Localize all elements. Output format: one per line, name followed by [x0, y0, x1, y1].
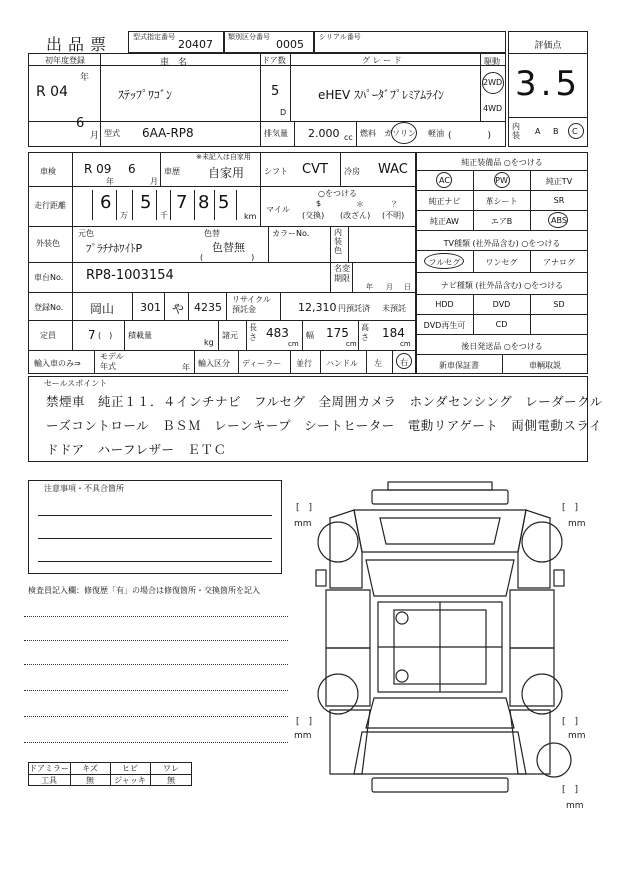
first-reg-month-unit: 月	[90, 131, 100, 141]
reg-label: 登録No.	[34, 303, 64, 312]
history-note: ※未記入は自家用	[196, 153, 251, 161]
meter-note: ○をつける	[318, 189, 357, 198]
model-cert-label: 型式指定番号	[133, 33, 175, 41]
inspection-year-unit: 年	[106, 177, 114, 186]
interior-c: C	[572, 127, 578, 136]
capacity-paren: ( )	[98, 331, 113, 340]
color-change-label: 色替	[204, 229, 220, 238]
grade: eHEV ｽﾊﾟｰﾀﾞﾌﾟﾚﾐｱﾑﾗｲﾝ	[318, 88, 445, 102]
doors: 5	[271, 84, 280, 99]
notes-box	[28, 480, 282, 574]
first-reg-year-unit: 年	[80, 73, 90, 83]
navi-item-sd: SD	[553, 300, 565, 309]
model-year-unit: 年	[182, 363, 190, 372]
dealer: ディーラー	[242, 359, 282, 368]
aircon: WAC	[378, 162, 408, 177]
width: 175	[326, 326, 349, 340]
interior-color-label: 内装色	[334, 228, 342, 255]
model-label: 型式	[104, 129, 120, 138]
car-name: ｽﾃｯﾌﾟﾜｺﾞﾝ	[118, 88, 173, 102]
car-name-label: 車 名	[160, 58, 188, 68]
legend-header-break: ワレ	[163, 764, 179, 773]
score-value: 3.5	[514, 64, 582, 104]
mileage-label: 走行距離	[34, 201, 66, 210]
aircon-label: 冷房	[344, 167, 360, 176]
navi-header: ナビ種類 (社外品含む) ○をつける	[440, 281, 564, 290]
inspection-era: R 09	[84, 162, 112, 176]
navi-item-dvdplay: DVD再生可	[423, 321, 466, 330]
mm-label-rear-right: mm	[568, 731, 586, 741]
first-reg-era: R 04	[36, 84, 68, 100]
equip-item-pw: PW	[495, 176, 508, 185]
displacement: 2.000	[308, 127, 340, 140]
recycle-status: 円預託済	[338, 304, 370, 313]
sales-label: セールスポイント	[44, 379, 108, 388]
mileage-sen: 千	[160, 211, 168, 220]
displacement-label: 排気量	[264, 129, 288, 138]
orig-color-label: 元色	[78, 229, 94, 238]
equipment-header: 純正装備品 ○をつける	[461, 158, 543, 167]
grade-label: グ レ ー ド	[362, 56, 402, 65]
import-label: 輸入車のみ⇒	[34, 359, 81, 368]
cc-unit: cc	[344, 133, 353, 142]
height-cm: cm	[400, 340, 411, 348]
mileage-d5: 5	[218, 192, 230, 213]
door-label: ドア数	[262, 56, 286, 65]
interior-label: 内装	[512, 122, 520, 140]
mileage-man: 万	[120, 211, 128, 220]
legend-header-crack: ヒビ	[122, 764, 138, 773]
equip-item-airbag: エアB	[490, 217, 513, 226]
equip-item-ac: AC	[439, 176, 450, 185]
legend-header-scratch: キズ	[82, 764, 98, 773]
later-item-manual: 車輌取説	[529, 361, 561, 370]
meter-unknown: (不明)	[382, 211, 405, 220]
reg-kana: や	[172, 302, 185, 316]
reg-num: 4235	[194, 301, 222, 314]
drive-2wd: 2WD	[483, 78, 503, 87]
class-label: 類別区分番号	[228, 33, 270, 41]
equip-item-sr: SR	[553, 196, 565, 205]
model-cert-no: 20407	[178, 38, 213, 51]
dims-label: 諸元	[222, 331, 238, 340]
mm-label-front-left-bracket: [ ]	[296, 503, 313, 513]
recycle-label: リサイクル預託金	[232, 295, 271, 314]
navi-item-cd: CD	[495, 320, 508, 329]
capacity: 7	[88, 328, 96, 342]
chassis-label: 車台No.	[34, 273, 64, 282]
equip-item-navi: 純正ナビ	[428, 197, 461, 206]
inspection-label: 車検	[40, 167, 56, 176]
legend-value-tool: 工具	[41, 776, 57, 785]
score-label: 評価点	[534, 41, 562, 51]
model-year-label: モデル年式	[100, 352, 124, 371]
equip-item-tv: 純正TV	[545, 177, 573, 186]
height-label: 高さ	[361, 323, 369, 342]
length-cm: cm	[288, 340, 299, 348]
width-label: 幅	[306, 331, 314, 340]
color-label: 外装色	[36, 239, 60, 248]
class-no: 0005	[276, 38, 304, 51]
legend-value-tool-status: 無	[86, 776, 94, 785]
mm-label-front-right-bracket: [ ]	[562, 503, 579, 513]
first-reg-label: 初年度登録	[45, 56, 85, 65]
mileage-d2: 5	[140, 192, 152, 213]
meter-tamper-mark: ＊	[356, 200, 364, 209]
sales-line-2: ーズコントロール ＢＳＭ レーンキープ シートヒーター 電動リアゲート 両側電動スライ	[46, 418, 603, 433]
fuel-selected: ガソリン	[384, 129, 416, 138]
km-unit: km	[244, 212, 257, 221]
model: 6AA-RP8	[142, 126, 194, 140]
interior-a: A	[535, 127, 541, 136]
navi-item-hdd: HDD	[435, 300, 454, 309]
recycle-amount: 12,310	[298, 301, 337, 314]
handle-label: ハンドル	[326, 359, 358, 368]
meter-unknown-mark: ？	[392, 200, 400, 209]
legend-value-jack-status: 無	[167, 776, 175, 785]
width-cm: cm	[346, 340, 357, 348]
mm-label-spare-bracket: [ ]	[562, 785, 579, 795]
inspection-month: 6	[128, 162, 136, 176]
kg-unit: kg	[204, 338, 214, 347]
serial-label: シリアル番号	[319, 33, 361, 41]
meter-exchange-mark: $	[316, 199, 322, 208]
mm-label-rear-left-bracket: [ ]	[296, 717, 313, 727]
height: 184	[382, 326, 405, 340]
reg-class: 301	[140, 301, 161, 314]
mileage-d4: 8	[198, 192, 210, 213]
mileage-d3: 7	[176, 192, 188, 213]
oil-paren: ( )	[448, 131, 492, 141]
drive-label: 駆動	[484, 57, 500, 66]
later-header: 後日発送品 ○をつける	[461, 342, 543, 351]
tv-item-oneseg: ワンセグ	[485, 258, 518, 267]
parallel: 並行	[296, 359, 312, 368]
door-type: D	[280, 108, 287, 117]
history: 自家用	[208, 166, 245, 180]
mm-label-front-left: mm	[294, 519, 312, 529]
name-change-year: 年	[366, 283, 373, 291]
notes-label: 注意事項・不具合箇所	[44, 484, 124, 493]
name-change-month: 月	[386, 283, 393, 291]
inspector-label: 検査員記入欄：修復歴「有」の場合は修復箇所・交換箇所を記入	[28, 586, 260, 595]
length-label: 長さ	[249, 323, 257, 342]
sales-line-1: 禁煙車 純正１１．４インチナビ フルセグ 全周囲カメラ ホンダセンシング レーダークル	[46, 394, 603, 409]
legend-value-jack: ジャッキ	[114, 776, 146, 785]
shift-label: シフト	[264, 167, 288, 176]
navi-item-dvd: DVD	[492, 300, 511, 309]
chassis-no: RP8-1003154	[86, 268, 174, 283]
load-label: 積載量	[128, 331, 152, 340]
mileage-d1: 6	[100, 192, 112, 213]
drive-4wd: 4WD	[483, 104, 503, 113]
equip-item-abs: ABS	[551, 216, 567, 225]
meter-exchange: (交換)	[302, 211, 325, 220]
color-paren: ( )	[200, 253, 255, 262]
handle-left: 左	[374, 359, 382, 368]
tv-item-analog: アナログ	[543, 258, 575, 267]
shift: CVT	[302, 162, 328, 177]
mm-label-rear-left: mm	[294, 731, 312, 741]
mm-label-spare: mm	[566, 801, 584, 811]
color-no-label: カラーNo.	[272, 229, 310, 238]
equip-item-leather: 革シート	[485, 197, 518, 206]
first-reg-month: 6	[76, 116, 85, 131]
name-change-day: 日	[404, 283, 411, 291]
mm-label-front-right: mm	[568, 519, 586, 529]
meter-tamper: (改ざん)	[340, 211, 371, 220]
sales-line-3: ドドア ハーフレザー ＥＴＣ	[46, 442, 227, 457]
reg-area: 岡山	[90, 302, 115, 316]
recycle-unpaid: 未預託	[382, 304, 406, 313]
length: 483	[266, 326, 289, 340]
import-class-label: 輸入区分	[198, 359, 230, 368]
interior-b: B	[553, 127, 559, 136]
history-label: 車歴	[164, 167, 180, 176]
name-change-label: 名変期限	[334, 264, 350, 283]
tv-item-fullseg: フルセグ	[428, 258, 461, 267]
legend-header-mirror: ドアミラー	[29, 764, 69, 773]
later-item-warranty: 新車保証書	[439, 361, 479, 370]
fuel-label: 燃料	[360, 129, 376, 138]
car-diagram	[290, 478, 590, 818]
equip-item-aw: 純正AW	[430, 217, 459, 226]
mm-label-rear-right-bracket: [ ]	[562, 717, 579, 727]
meter-label: マイル	[266, 205, 290, 214]
handle-right: 右	[400, 358, 408, 367]
inspection-month-unit: 月	[150, 177, 158, 186]
oil-label: 軽油	[428, 129, 444, 138]
capacity-label: 定員	[40, 331, 56, 340]
page-title: 出品票	[46, 35, 113, 54]
color-change: 色替無	[212, 241, 245, 254]
tv-header: TV種類 (社外品含む) ○をつける	[443, 239, 561, 248]
orig-color: ﾌﾟﾗﾁﾅﾎﾜｲﾄP	[86, 242, 143, 255]
